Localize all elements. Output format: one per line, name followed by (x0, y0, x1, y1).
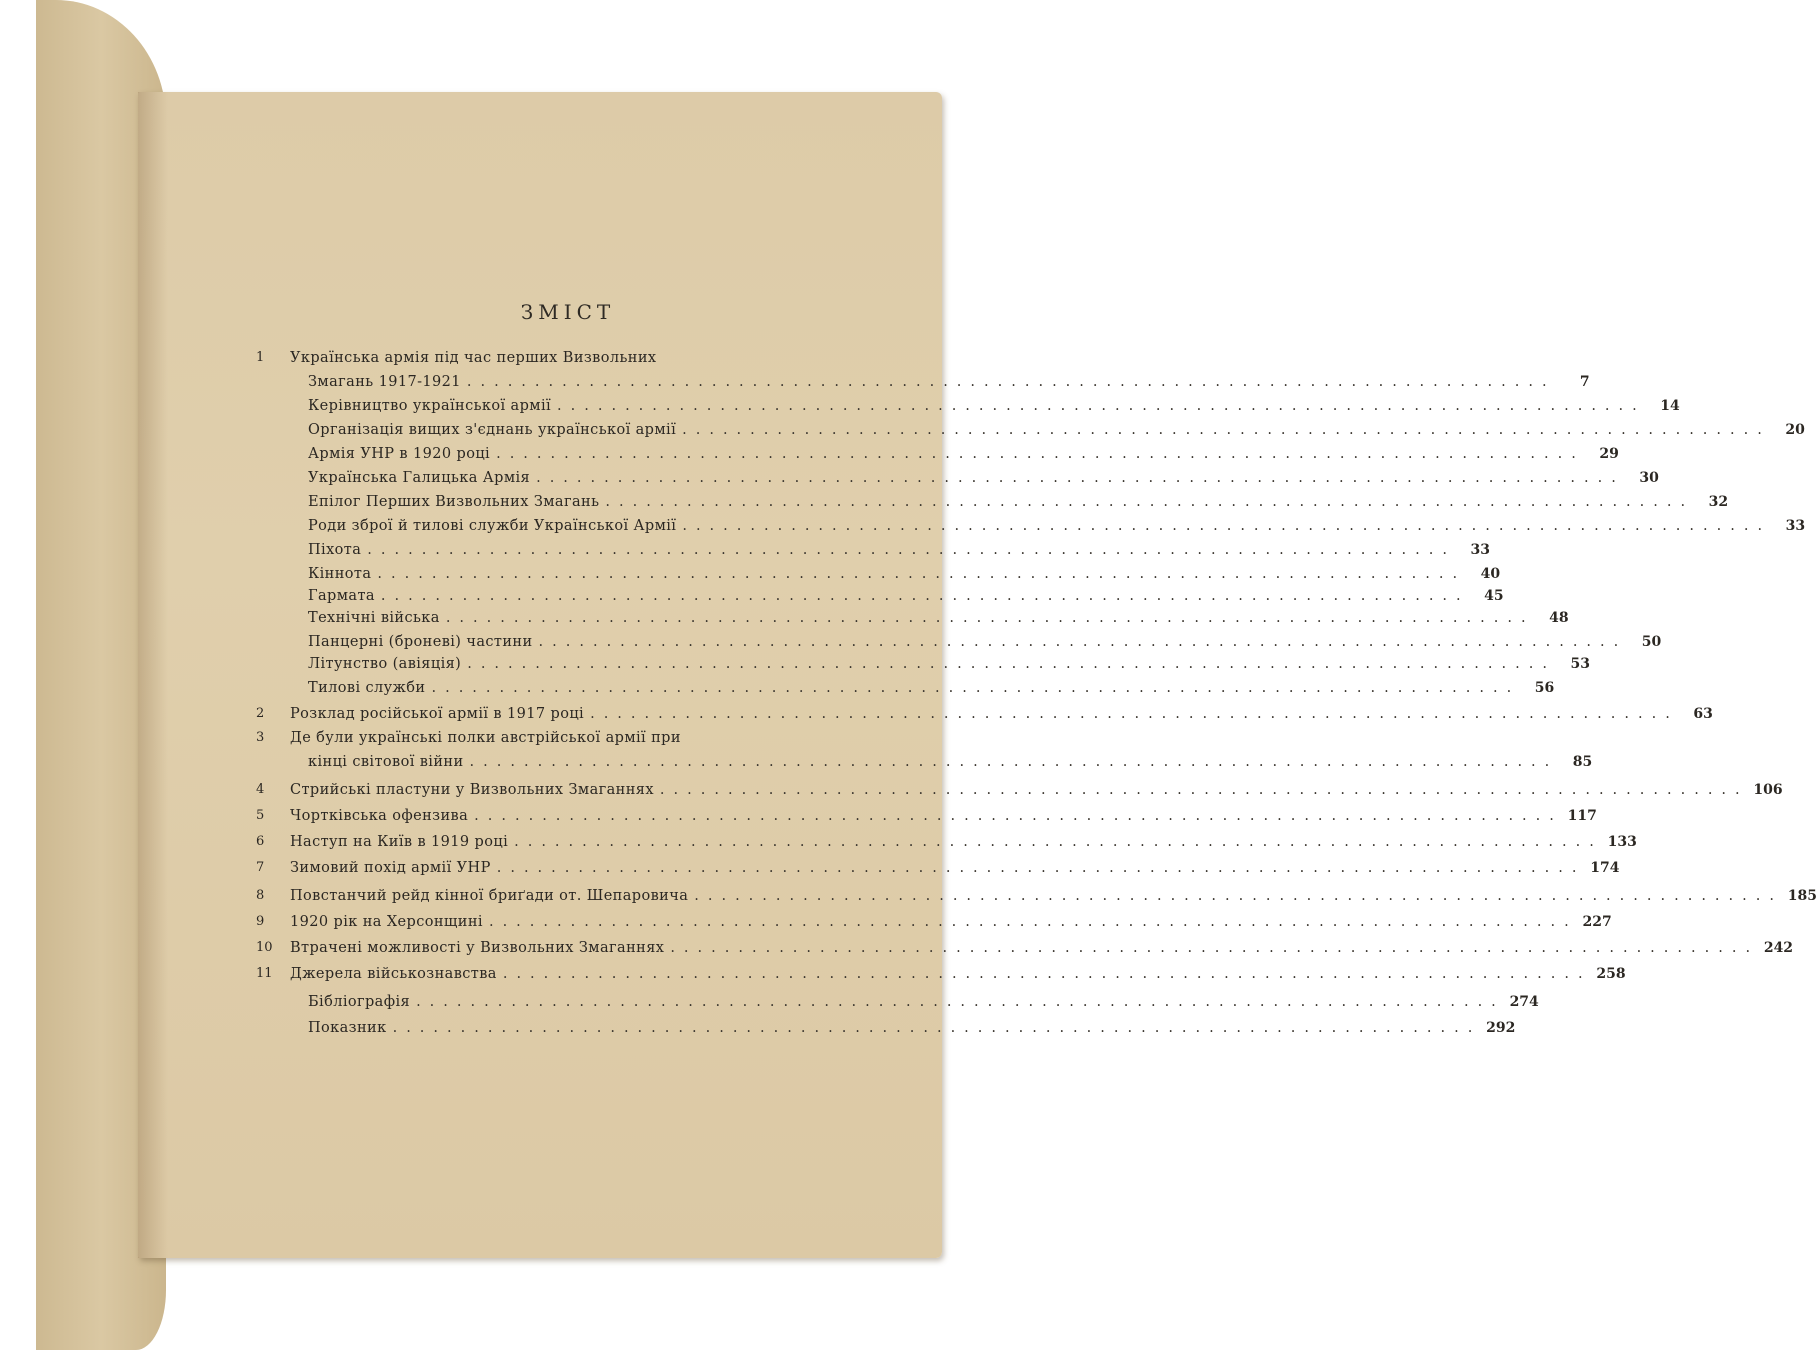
toc-entry-title: Українська Галицька Армія (308, 470, 531, 486)
toc-entry (256, 610, 1569, 632)
toc-entry (256, 398, 1680, 420)
toc-entry-page-number: 53 (1570, 656, 1590, 672)
toc-entry-row (308, 446, 1619, 468)
toc-entry-row (308, 398, 1680, 420)
dot-leader: ................................................................................ (416, 994, 1505, 1010)
toc-entry-number: 9 (256, 914, 265, 929)
toc-entry-row (290, 860, 1620, 882)
toc-entry-title: Показник (308, 1020, 387, 1036)
toc-entry-title: Повстанчий рейд кінної бриґади от. Шепаровича (290, 888, 689, 904)
toc-entry-page-number: 117 (1567, 808, 1597, 824)
toc-entry-page-number: 32 (1708, 494, 1729, 510)
toc-entry-number: 2 (256, 706, 265, 721)
toc-entry-title: Чортківська офензива (290, 808, 469, 824)
toc-entry-row (290, 808, 1597, 830)
toc-entry-row (308, 542, 1490, 564)
toc-entry-number: 5 (256, 808, 265, 823)
toc-entry-title: Технічні війська (308, 610, 440, 626)
dot-leader: ................................................................................ (467, 656, 1556, 672)
dot-leader: ................................................................................ (392, 1020, 1482, 1036)
toc-entry-page-number: 227 (1582, 914, 1612, 930)
toc-entry (256, 656, 1590, 678)
toc-entry (256, 994, 1539, 1016)
toc-entry-title: Організація вищих з'єднань української армії (308, 422, 677, 438)
toc-entry (256, 634, 1662, 656)
toc-entry-row (290, 782, 1783, 804)
toc-entry-row (308, 754, 1593, 776)
dot-leader: ................................................................................ (496, 446, 1585, 462)
dot-leader: ................................................................................ (445, 610, 1535, 626)
toc-entry-row (290, 706, 1713, 728)
toc-entry-row (308, 994, 1539, 1016)
dot-leader: ................................................................................ (377, 566, 1467, 582)
dot-leader: ................................................................................ (502, 966, 1592, 982)
toc-entry-title: кінці світової війни (308, 754, 464, 770)
toc-entry-number: 8 (256, 888, 265, 903)
dot-leader: ................................................................................ (670, 940, 1760, 956)
dot-leader: ................................................................................ (682, 518, 1772, 534)
toc-entry-row (290, 888, 1817, 910)
toc-entry-row (308, 680, 1555, 702)
toc-entry-page-number: 48 (1549, 610, 1569, 626)
toc-entry-title: Зимовий похід армії УНР (290, 860, 491, 876)
toc-entry-page-number: 30 (1639, 470, 1659, 486)
toc-entry-title: Керівництво української армії (308, 398, 552, 414)
gutter-shadow (138, 92, 168, 1258)
dot-leader: ................................................................................ (431, 680, 1521, 696)
toc-entry-title: Джерела військознавства (290, 966, 497, 982)
toc-entry-page-number: 258 (1596, 966, 1626, 982)
toc-entry-page-number: 56 (1534, 680, 1555, 696)
toc-entry-page-number: 242 (1763, 940, 1794, 956)
toc-entry-page-number: 274 (1509, 994, 1539, 1010)
toc-entry-title: 1920 рік на Херсонщині (290, 914, 483, 930)
toc-entry (256, 566, 1501, 588)
toc-entry (256, 494, 1729, 516)
toc-entry-title: Тилові служби (308, 680, 426, 696)
toc-entry-title: Розклад російської армії в 1917 році (290, 706, 585, 722)
toc-entry-number: 6 (256, 834, 265, 849)
book-page (138, 92, 1817, 1258)
toc-entry-row (308, 566, 1501, 588)
toc-entry (256, 940, 1794, 962)
toc-entry (256, 782, 1783, 804)
toc-entry-title: Панцерні (броневі) частини (308, 634, 533, 650)
toc-entry-page-number: 7 (1579, 374, 1590, 390)
dot-leader: ................................................................................ (496, 860, 1586, 876)
dot-leader: ................................................................................ (557, 398, 1646, 414)
toc-entry-title: Роди зброї й тилові служби Української Армії (308, 518, 677, 534)
toc-entry-row (290, 940, 1794, 962)
toc-entry-title: Піхота (308, 542, 362, 558)
toc-entry (256, 834, 1637, 856)
contents-heading: ЗМІСТ (520, 300, 616, 324)
dot-leader: ................................................................................ (590, 706, 1679, 722)
toc-entry-row (308, 656, 1590, 678)
toc-entry-page-number: 33 (1470, 542, 1490, 558)
toc-entry (256, 1020, 1516, 1042)
toc-entry-title: Епілог Перших Визвольних Змагань (308, 494, 600, 510)
toc-entry (256, 542, 1490, 564)
toc-entry-title: Стрийські пластуни у Визвольних Змаганнях (290, 782, 654, 798)
toc-entry (256, 966, 1626, 988)
toc-entry (256, 588, 1504, 610)
toc-entry (256, 680, 1555, 702)
toc-entry-number: 1 (256, 350, 265, 365)
toc-entry-page-number: 33 (1785, 518, 1806, 534)
toc-entry-row (290, 966, 1626, 988)
toc-entry (256, 422, 1805, 444)
dot-leader: ................................................................................ (694, 888, 1783, 904)
toc-entry-title: Наступ на Київ в 1919 році (290, 834, 509, 850)
toc-entry-title: Літунство (авіяція) (308, 656, 462, 672)
toc-entry-title: Гармата (308, 588, 375, 604)
toc-entry-number: 3 (256, 730, 265, 745)
toc-entry-page-number: 40 (1480, 566, 1501, 582)
toc-entry-number: 4 (256, 782, 265, 797)
toc-entry (256, 350, 1590, 396)
toc-entry-row (308, 1020, 1516, 1042)
toc-entry-row (308, 518, 1806, 540)
toc-entry-title: Втрачені можливості у Визвольних Змаганнях (290, 940, 665, 956)
toc-entry-page-number: 63 (1693, 706, 1713, 722)
dot-leader: ................................................................................ (538, 634, 1628, 650)
toc-entry (256, 706, 1713, 728)
dot-leader: ................................................................................ (380, 588, 1470, 604)
toc-entry-row (308, 374, 1590, 396)
dot-leader: ................................................................................ (469, 754, 1559, 770)
dot-leader: ................................................................................ (682, 422, 1771, 438)
toc-entry-page-number: 29 (1599, 446, 1619, 462)
toc-entry-page-number: 14 (1660, 398, 1680, 414)
toc-entry-first-line: Українська армія під час перших Визвольних (290, 350, 657, 366)
toc-entry-title: Армія УНР в 1920 році (308, 446, 491, 462)
toc-entry-row (290, 914, 1612, 936)
toc-entry-title: Змагань 1917-1921 (308, 374, 461, 390)
toc-entry-row (308, 610, 1569, 632)
dot-leader: ................................................................................ (536, 470, 1625, 486)
dot-leader: ................................................................................ (605, 494, 1695, 510)
toc-entry (256, 914, 1612, 936)
toc-entry-page-number: 292 (1486, 1020, 1516, 1036)
toc-entry-row (308, 494, 1729, 516)
toc-entry-number: 7 (256, 860, 265, 875)
dot-leader: ................................................................................ (659, 782, 1749, 798)
toc-entry-page-number: 106 (1753, 782, 1783, 798)
toc-entry-first-line: Де були українські полки австрійської армії при (290, 730, 681, 746)
toc-entry-number: 11 (256, 966, 273, 981)
toc-entry-page-number: 20 (1785, 422, 1805, 438)
toc-entry-page-number: 50 (1641, 634, 1662, 650)
toc-entry-row (308, 588, 1504, 610)
toc-entry-title: Кіннота (308, 566, 372, 582)
toc-entry (256, 446, 1619, 468)
toc-entry-title: Бібліографія (308, 994, 411, 1010)
toc-entry-number: 10 (256, 940, 273, 955)
toc-entry (256, 888, 1817, 910)
toc-entry-row (308, 634, 1662, 656)
toc-entry-row (290, 834, 1637, 856)
dot-leader: ................................................................................ (466, 374, 1556, 390)
dot-leader: ................................................................................ (367, 542, 1456, 558)
toc-entry (256, 730, 1593, 776)
toc-entry (256, 470, 1659, 492)
dot-leader: ................................................................................ (514, 834, 1603, 850)
toc-entry-page-number: 133 (1607, 834, 1637, 850)
dot-leader: ................................................................................ (488, 914, 1578, 930)
toc-entry-row (308, 470, 1659, 492)
dot-leader: ................................................................................ (474, 808, 1563, 824)
toc-entry-page-number: 45 (1484, 588, 1504, 604)
toc-entry (256, 808, 1597, 830)
toc-entry-page-number: 85 (1572, 754, 1593, 770)
toc-entry (256, 860, 1620, 882)
toc-entry (256, 518, 1806, 540)
toc-entry-row (308, 422, 1805, 444)
toc-entry-page-number: 174 (1590, 860, 1620, 876)
toc-entry-page-number: 185 (1787, 888, 1817, 904)
